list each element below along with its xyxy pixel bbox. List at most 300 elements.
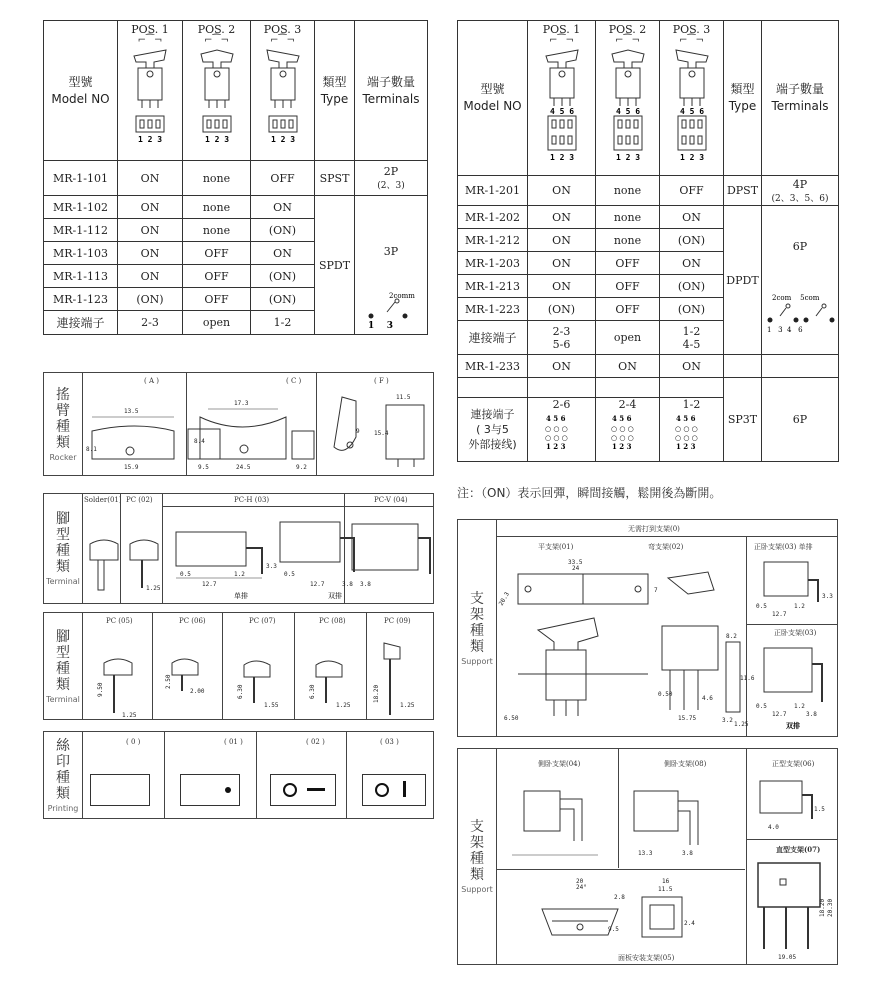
connect-note-1: ( 3与5 bbox=[476, 423, 509, 436]
dim-label: 6.30 bbox=[309, 684, 316, 699]
dim-label: 6.30 bbox=[237, 684, 244, 699]
rocker-caption-f: ( F ) bbox=[374, 377, 389, 385]
dim-label: 1.5 bbox=[814, 806, 825, 813]
connect-note-2: 外部接线) bbox=[468, 438, 517, 451]
support-panel-mount-drawing bbox=[538, 875, 738, 955]
pin-glyphs-bottom: ○ ○ ○ bbox=[610, 434, 634, 442]
connect-pos1-a: 2-3 bbox=[552, 324, 571, 338]
support-caption: 直型支架(07) bbox=[776, 845, 821, 854]
switch-symbol-icon: ⌐⁀¬ bbox=[137, 35, 163, 46]
printing-title-en: Printing bbox=[47, 803, 79, 813]
dim-label: 9.2 bbox=[296, 464, 307, 471]
pin-top-labels: 4 5 6 bbox=[615, 107, 640, 116]
table-row bbox=[458, 206, 839, 229]
model-header bbox=[44, 21, 118, 161]
dim-label: 3.8 bbox=[342, 581, 353, 588]
dim-label: 0.5 bbox=[756, 703, 767, 710]
dim-label: 1.2 bbox=[794, 603, 805, 610]
support-caption: 正卧支架(03) bbox=[774, 629, 817, 637]
print-circle-bar-icon bbox=[362, 774, 426, 806]
rocker-caption-c: ( C ) bbox=[286, 377, 302, 385]
rocker-switch-icon bbox=[263, 46, 303, 146]
terminal-panel-2 bbox=[43, 612, 434, 720]
pos1-header bbox=[528, 21, 596, 176]
dim-label: 9.50 bbox=[97, 682, 104, 697]
type-header-en: Type bbox=[728, 99, 757, 113]
dim-label: 0.50 bbox=[658, 691, 673, 698]
type-cell: DPDT bbox=[724, 206, 762, 355]
dim-label: 2.00 bbox=[190, 688, 205, 695]
dim-label: 1.25 bbox=[734, 721, 749, 728]
terminals-cell bbox=[762, 206, 839, 355]
type-cell: DPST bbox=[724, 176, 762, 206]
rocker-side-label bbox=[44, 373, 83, 475]
type-cell bbox=[724, 355, 762, 378]
pin-top-labels: 4 5 6 bbox=[675, 414, 695, 423]
dim-label: 0.5 bbox=[180, 571, 191, 578]
support-flat-bent-drawing bbox=[497, 550, 755, 734]
support-caption: 正型支架(06) bbox=[772, 760, 815, 768]
rocker-switch-icon bbox=[542, 46, 582, 164]
dim-label: 18.20 bbox=[819, 898, 826, 917]
dpdt-pin-labels: 1 3 4 6 bbox=[767, 326, 803, 334]
type-header-en: Type bbox=[320, 91, 349, 106]
pin-glyphs-bottom: ○ ○ ○ bbox=[544, 434, 568, 442]
connect-pos1 bbox=[528, 321, 596, 355]
pos2-cell: none bbox=[596, 206, 660, 229]
connect-pos1-b: 5-6 bbox=[552, 337, 571, 351]
dim-label: 1.25 bbox=[122, 712, 137, 719]
pin-bottom-labels: 1 2 3 bbox=[675, 442, 695, 451]
dim-label: 7 bbox=[654, 587, 658, 594]
model-header-en: Model NO bbox=[463, 99, 522, 113]
blank-cell bbox=[660, 378, 724, 398]
terminals-cell bbox=[762, 355, 839, 378]
type-header-zh: 類型 bbox=[730, 82, 755, 96]
dim-label: 1.2 bbox=[794, 703, 805, 710]
dim-label: 2.50 bbox=[165, 674, 172, 689]
dim-label: 3.3 bbox=[822, 593, 833, 600]
dim-label: 1.25 bbox=[400, 702, 415, 709]
terminal-title-en: Terminal bbox=[46, 694, 80, 704]
terminal-caption: PC (08) bbox=[319, 617, 346, 625]
printing-panel bbox=[43, 731, 434, 819]
pin-glyphs-top: ○ ○ ○ bbox=[674, 425, 698, 433]
terminals-header bbox=[355, 21, 428, 161]
pos2-cell: none bbox=[596, 229, 660, 252]
pin-bottom-labels: 1 2 3 bbox=[545, 442, 565, 451]
connect-value: 1-2 bbox=[682, 398, 701, 411]
switch-symbol-icon: ⌐⁀¬ bbox=[270, 35, 295, 46]
dim-label: 15.9 bbox=[124, 464, 139, 471]
dim-label: 17.3 bbox=[234, 400, 249, 407]
pos3-cell: ON bbox=[660, 355, 724, 378]
type-header bbox=[724, 21, 762, 176]
pos2-cell: OFF bbox=[183, 288, 251, 311]
dim-label: 11.5 bbox=[396, 394, 411, 401]
pos-label: POS. 3 bbox=[672, 23, 711, 36]
pin-top-labels: 4 5 6 bbox=[549, 107, 574, 116]
pin-bottom-labels: 1 2 3 bbox=[549, 153, 574, 162]
pos1-cell: (ON) bbox=[118, 288, 183, 311]
terminal-caption: PC (07) bbox=[249, 617, 276, 625]
dim-label: 1.25 bbox=[336, 702, 351, 709]
dim-label: 24.5 bbox=[236, 464, 251, 471]
pos1-cell: ON bbox=[528, 252, 596, 275]
connect-label: 連接端子 bbox=[458, 321, 528, 355]
dim-label: 0.5 bbox=[756, 603, 767, 610]
model-header-zh: 型號 bbox=[68, 74, 93, 89]
terminal-caption: PC (06) bbox=[179, 617, 206, 625]
print-dot-icon bbox=[180, 774, 240, 806]
support-caption: 側卧支架(08) bbox=[664, 760, 707, 768]
type-header-zh: 類型 bbox=[322, 74, 347, 89]
support-caption: 弯支架(02) bbox=[648, 543, 684, 551]
spec-table-single bbox=[43, 20, 428, 335]
dim-label: 3.8 bbox=[360, 581, 371, 588]
terminals-cell bbox=[355, 196, 428, 335]
pin-diagram-icon bbox=[672, 411, 712, 451]
pos3-cell: (ON) bbox=[251, 219, 315, 242]
dim-label: 12.7 bbox=[310, 581, 325, 588]
pos2-cell: none bbox=[183, 219, 251, 242]
dim-label: 24 bbox=[572, 565, 580, 572]
dim-label: 9.5 bbox=[608, 926, 619, 933]
pos1-cell: ON bbox=[528, 176, 596, 206]
terminals-header-zh: 端子數量 bbox=[775, 82, 824, 96]
terminal-caption: PC (05) bbox=[106, 617, 133, 625]
printing-title: 絲印種類 bbox=[56, 737, 70, 802]
support-side-drawings bbox=[498, 771, 744, 867]
pin-labels: 1 2 3 bbox=[270, 135, 295, 144]
dim-label: 33.5 bbox=[568, 559, 583, 566]
connect-pos2: open bbox=[596, 321, 660, 355]
pin-bottom-labels: 1 2 3 bbox=[611, 442, 631, 451]
connect-pos3-a: 1-2 bbox=[682, 324, 701, 338]
dim-label: 1.2 bbox=[234, 571, 245, 578]
terminals-header bbox=[762, 21, 839, 176]
terminal-title: 腳型種類 bbox=[56, 628, 70, 693]
pos1-cell: ON bbox=[528, 229, 596, 252]
connect-value: 2-4 bbox=[618, 398, 637, 411]
comm-label: 2comm bbox=[389, 292, 415, 300]
pos1-cell: ON bbox=[118, 242, 183, 265]
model-cell: MR-1-233 bbox=[458, 355, 528, 378]
type-cell: SPST bbox=[315, 161, 355, 196]
connect-pos3-b: 4-5 bbox=[682, 337, 701, 351]
terminal-title-en: Terminal bbox=[46, 577, 80, 586]
pos3-cell: ON bbox=[251, 242, 315, 265]
dim-label: 3.8 bbox=[682, 850, 693, 857]
model-header-zh: 型號 bbox=[480, 82, 505, 96]
rocker-switch-icon bbox=[608, 46, 648, 164]
pin-diagram-icon bbox=[608, 411, 648, 451]
pos1-cell: ON bbox=[118, 265, 183, 288]
double-row-label: 双排 bbox=[328, 592, 342, 600]
pos2-cell: OFF bbox=[596, 298, 660, 321]
support-caption: 側卧支架(04) bbox=[538, 760, 581, 768]
connect-pos1 bbox=[528, 398, 596, 462]
dim-label: 3.3 bbox=[266, 563, 277, 570]
terminal-side-label bbox=[44, 494, 83, 603]
connect-pos3 bbox=[660, 321, 724, 355]
pos3-cell: ON bbox=[660, 252, 724, 275]
dim-label: 8.1 bbox=[86, 446, 97, 453]
dim-label: 1.25 bbox=[146, 585, 161, 592]
model-cell: MR-1-102 bbox=[44, 196, 118, 219]
dim-label: 12.7 bbox=[202, 581, 217, 588]
pos2-cell: ON bbox=[596, 355, 660, 378]
rocker-panel bbox=[43, 372, 434, 476]
connect-label: 連接端子 bbox=[44, 311, 118, 335]
pos-label: POS. 2 bbox=[608, 23, 647, 36]
support-horizontal-drawing bbox=[750, 552, 836, 734]
table-row bbox=[44, 196, 428, 219]
terminals-count: 3P bbox=[383, 245, 399, 258]
pos1-cell: ON bbox=[528, 275, 596, 298]
model-cell: MR-1-103 bbox=[44, 242, 118, 265]
terminal-caption: PC (09) bbox=[384, 617, 411, 625]
pos3-header bbox=[251, 21, 315, 161]
terminals-header-en: Terminals bbox=[362, 91, 420, 106]
pin-labels: 1 2 3 bbox=[138, 135, 163, 144]
rocker-title: 搖臂種類 bbox=[56, 386, 70, 451]
model-cell: MR-1-101 bbox=[44, 161, 118, 196]
dim-label: 18.20 bbox=[373, 684, 380, 703]
terminal-drawings-2 bbox=[84, 627, 434, 719]
switch-symbol-icon: ⌐⁀¬ bbox=[615, 35, 640, 46]
table-row bbox=[458, 176, 839, 206]
dim-label: 19.05 bbox=[778, 954, 797, 961]
model-header-en: Model NO bbox=[51, 91, 110, 106]
switch-symbol-icon: ⌐⁀¬ bbox=[204, 35, 229, 46]
pin-top-labels: 4 5 6 bbox=[545, 414, 565, 423]
support-panel-1 bbox=[457, 519, 838, 737]
model-cell: MR-1-202 bbox=[458, 206, 528, 229]
table-row bbox=[458, 378, 839, 398]
printing-caption: ( 03 ) bbox=[380, 738, 399, 746]
terminal-side-label bbox=[44, 613, 83, 719]
pos1-header bbox=[118, 21, 183, 161]
pos1-cell: ON bbox=[118, 161, 183, 196]
terminals-cell: 6P bbox=[762, 378, 839, 462]
terminals-count: 2P bbox=[383, 165, 399, 178]
dim-label: 20.3 bbox=[497, 590, 511, 607]
connect-value: 2-6 bbox=[552, 398, 571, 411]
printing-caption: ( 0 ) bbox=[126, 738, 141, 746]
terminals-pins: (2、3) bbox=[377, 181, 405, 191]
support-title: 支架種類 bbox=[470, 819, 484, 883]
model-cell: MR-1-113 bbox=[44, 265, 118, 288]
rocker-title-en: Rocker bbox=[49, 452, 77, 462]
pin-top-labels: 4 5 6 bbox=[679, 107, 704, 116]
pin-glyphs-top: ○ ○ ○ bbox=[610, 425, 634, 433]
pos2-cell: OFF bbox=[596, 252, 660, 275]
dim-label: 4.0 bbox=[768, 824, 779, 831]
pos2-header bbox=[183, 21, 251, 161]
printing-caption: ( 02 ) bbox=[306, 738, 325, 746]
pin-diagram-icon bbox=[542, 411, 582, 451]
terminal-panel-1 bbox=[43, 493, 434, 604]
model-cell: MR-1-201 bbox=[458, 176, 528, 206]
double-row-label: 双排 bbox=[786, 721, 800, 730]
connect-pos2 bbox=[596, 398, 660, 462]
pos3-cell: (ON) bbox=[660, 298, 724, 321]
dim-label: 12.7 bbox=[772, 611, 787, 618]
terminal-caption: PC (02) bbox=[126, 496, 153, 504]
dim-label: 15.4 bbox=[374, 430, 389, 437]
model-cell: MR-1-112 bbox=[44, 219, 118, 242]
pos1-cell: (ON) bbox=[528, 298, 596, 321]
switch-symbol-icon: ⌐⁀¬ bbox=[679, 35, 704, 46]
comm-diagram-icon bbox=[361, 288, 421, 332]
dim-label: 13.3 bbox=[638, 850, 653, 857]
rocker-switch-icon bbox=[197, 46, 237, 146]
pos2-header bbox=[596, 21, 660, 176]
pos1-cell: ON bbox=[528, 355, 596, 378]
model-cell: MR-1-213 bbox=[458, 275, 528, 298]
dim-label: 13.5 bbox=[124, 408, 139, 415]
dim-label: 2.8 bbox=[614, 894, 625, 901]
rocker-c-drawing bbox=[194, 387, 316, 473]
printing-caption: ( 01 ) bbox=[224, 738, 243, 746]
model-cell: MR-1-123 bbox=[44, 288, 118, 311]
print-circle-line-icon bbox=[270, 774, 336, 806]
connect-pos3 bbox=[660, 398, 724, 462]
support-title-en: Support bbox=[461, 885, 493, 894]
pin-glyphs-bottom: ○ ○ ○ bbox=[674, 434, 698, 442]
single-row-label: 单排 bbox=[234, 592, 248, 600]
blank-cell bbox=[596, 378, 660, 398]
pos2-cell: none bbox=[183, 196, 251, 219]
terminals-count: 6P bbox=[792, 240, 808, 253]
support-upright-drawing bbox=[750, 771, 836, 837]
rocker-f-drawing bbox=[322, 387, 430, 473]
dim-label: 12.7 bbox=[772, 711, 787, 718]
connect-pos3: 1-2 bbox=[251, 311, 315, 335]
pos1-cell: ON bbox=[118, 196, 183, 219]
connect-label: 連接端子 bbox=[470, 408, 515, 421]
dim-label: 24° bbox=[576, 884, 587, 891]
dim-label: 9 bbox=[356, 428, 360, 435]
pos3-cell: (ON) bbox=[660, 275, 724, 298]
terminals-cell bbox=[355, 161, 428, 196]
momentary-note: 注：（ON）表示回彈，瞬間接觸，鬆開後為斷開。 bbox=[457, 486, 722, 500]
type-header bbox=[315, 21, 355, 161]
connect-pos2: open bbox=[183, 311, 251, 335]
dim-label: 15.75 bbox=[678, 715, 697, 722]
model-header bbox=[458, 21, 528, 176]
rocker-caption-a: ( A ) bbox=[144, 377, 159, 385]
dim-label: 0.5 bbox=[284, 571, 295, 578]
comm-pins: 1 3 bbox=[368, 321, 394, 331]
type-cell: SPDT bbox=[315, 196, 355, 335]
support-caption: 平支架(01) bbox=[538, 543, 574, 551]
dim-label: 4.6 bbox=[702, 695, 713, 702]
spec-table-double bbox=[457, 20, 839, 462]
pos3-cell: (ON) bbox=[251, 288, 315, 311]
terminal-caption: PC-H (03) bbox=[234, 496, 270, 504]
dpdt-diagram-icon bbox=[764, 292, 838, 336]
support-side-label bbox=[458, 749, 497, 964]
support-panel-2 bbox=[457, 748, 838, 965]
dim-label: 3.2 bbox=[722, 717, 733, 724]
pos3-cell: (ON) bbox=[660, 229, 724, 252]
terminals-count: 4P bbox=[792, 177, 808, 191]
pin-glyphs-top: ○ ○ ○ bbox=[544, 425, 568, 433]
pos2-cell: OFF bbox=[183, 242, 251, 265]
rocker-switch-icon bbox=[672, 46, 712, 164]
dim-label: 8.4 bbox=[194, 438, 205, 445]
blank-cell bbox=[458, 378, 528, 398]
pos3-cell: OFF bbox=[251, 161, 315, 196]
terminal-drawings bbox=[84, 508, 434, 604]
support-title-en: Support bbox=[461, 656, 493, 666]
terminals-header-en: Terminals bbox=[771, 99, 829, 113]
pos2-cell: none bbox=[596, 176, 660, 206]
pos-label: POS. 2 bbox=[197, 23, 236, 36]
support-caption: 正卧支架(03) 单排 bbox=[754, 543, 813, 551]
pos2-cell: OFF bbox=[596, 275, 660, 298]
type-cell: SP3T bbox=[724, 378, 762, 462]
pin-top-labels: 4 5 6 bbox=[611, 414, 631, 423]
terminals-pins: (2、3、5、6) bbox=[771, 193, 829, 204]
pos-label: POS. 1 bbox=[542, 23, 581, 36]
dim-label: 11.5 bbox=[658, 886, 673, 893]
switch-symbol-icon: ⌐⁀¬ bbox=[549, 35, 574, 46]
terminal-caption: PC-V (04) bbox=[374, 496, 408, 504]
dim-label: 11.6 bbox=[740, 675, 755, 682]
pin-labels: 1 2 3 bbox=[204, 135, 229, 144]
pos1-cell: ON bbox=[118, 219, 183, 242]
support-vertical-drawing bbox=[750, 857, 836, 963]
pin-bottom-labels: 1 2 3 bbox=[615, 153, 640, 162]
print-blank-icon bbox=[90, 774, 150, 806]
pos3-cell: ON bbox=[660, 206, 724, 229]
support-title: 支架種類 bbox=[470, 590, 484, 655]
pos3-header bbox=[660, 21, 724, 176]
dim-label: 1.55 bbox=[264, 702, 279, 709]
dpdt-com-label: 2com 5com bbox=[772, 294, 820, 302]
pin-bottom-labels: 1 2 3 bbox=[679, 153, 704, 162]
dim-label: 6.50 bbox=[504, 715, 519, 722]
pos2-cell: none bbox=[183, 161, 251, 196]
pos1-cell: ON bbox=[528, 206, 596, 229]
pos3-cell: OFF bbox=[660, 176, 724, 206]
terminals-cell bbox=[762, 176, 839, 206]
dim-label: 16 bbox=[662, 878, 670, 885]
pos3-cell: ON bbox=[251, 196, 315, 219]
printing-side-label bbox=[44, 732, 83, 818]
dim-label: 20 bbox=[576, 878, 584, 885]
model-cell: MR-1-203 bbox=[458, 252, 528, 275]
dim-label: 2.4 bbox=[684, 920, 695, 927]
pos3-cell: (ON) bbox=[251, 265, 315, 288]
dim-label: 9.5 bbox=[198, 464, 209, 471]
terminal-caption: Solder(01) bbox=[84, 496, 122, 504]
model-cell: MR-1-223 bbox=[458, 298, 528, 321]
support-caption: 面板安装支架(05) bbox=[618, 954, 675, 962]
support-side-label bbox=[458, 520, 497, 736]
model-cell: MR-1-212 bbox=[458, 229, 528, 252]
dim-label: 20.30 bbox=[827, 898, 834, 917]
rocker-switch-icon bbox=[130, 46, 170, 146]
table-row bbox=[44, 161, 428, 196]
table-row bbox=[458, 355, 839, 378]
pos-label: POS. 1 bbox=[131, 23, 169, 36]
pos2-cell: OFF bbox=[183, 265, 251, 288]
pos-label: POS. 3 bbox=[263, 23, 302, 36]
